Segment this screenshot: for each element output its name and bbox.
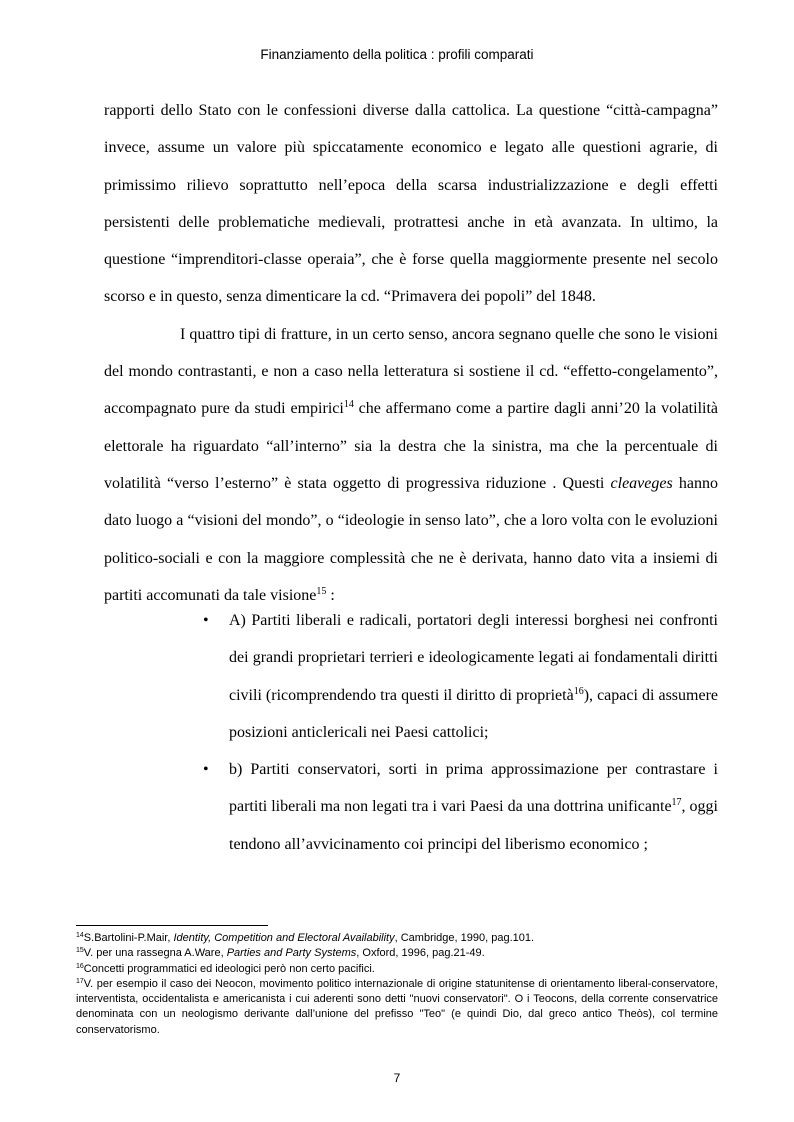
footnote-ref-14: 14 [343,399,354,411]
list-item-a-text-1: A) Partiti liberali e radicali, portatori degli interessi borghesi nei confronti dei grandi proprietari terrieri e ideologicamente legati ai fondamentali diritti civili (ricomprendendo tra questi il diritto di proprietà [229,612,718,704]
bullet-icon: • [203,612,209,629]
list-item-a-text-2: ), capaci di assumere posizioni anticlericali nei Paesi cattolici; [229,686,719,741]
footnote-15-text-a: V. per una rassegna A.Ware, [83,947,227,960]
footnote-17 [76,977,718,1038]
footnote-17-number: 17 [76,977,84,985]
footnote-ref-17: 17 [671,797,682,809]
body-text [104,92,718,614]
footnote-14-text-a: S.Bartolini-P.Mair, [83,932,174,944]
footnote-divider [76,925,268,926]
footnote-16-text: Concetti programmatici ed ideologici però non certo pacifici. [83,962,375,975]
paragraph-2-italic: cleaveges [610,474,673,492]
footnote-15-text-b: , Oxford, 1996, pag.21-49. [356,947,485,960]
paragraph-2-text-b: che affermano come a partire dagli anni’20 la volatilità elettorale ha riguardato “all’interno” sia la destra che la sinistra, ma che la percentuale di volatilità “verso l’esterno” è stata oggetto di progressiva riduzione . Questi [104,400,719,492]
footnote-ref-15: 15 [316,585,327,597]
party-list [203,602,718,863]
paragraph-2-text-c: hanno dato luogo a “visioni del mondo”, o “ideologie in senso lato”, che a loro volta con le evoluzioni politico-sociali e con la maggiore complessità che ne è derivata, hanno dato vita a insiemi di partiti accomunati da tale visione [104,474,718,604]
list-item-a [203,602,718,751]
paragraph-1: rapporti dello Stato con le confessioni diverse dalla cattolica. La questione “città-campagna” invece, assume un valore più spiccatamente economico e legato alle questioni agrarie, di primissimo rilievo soprattutto nell’epoca della scarsa industrializzazione e degli effetti persistenti delle problematiche medievali, protrattesi anche in età avanzata. In ultimo, la questione “imprenditori-classe operaia”, che è forse quella maggiormente presente nel secolo scorso e in questo, senza dimenticare la cd. “Primavera dei popoli” del 1848. [104,102,718,306]
footnote-15-italic: Parties and Party Systems [226,947,357,960]
footnote-14 [76,931,718,946]
footnote-16 [76,962,718,977]
footnote-14-number: 14 [76,932,84,939]
list-item-b-text-2: , oggi tendono all’avvicinamento coi principi del liberismo economico ; [229,798,718,853]
paragraph-2-text-d: : [326,586,335,604]
footnote-ref-16: 16 [573,685,584,697]
footnote-14-italic: Identity, Competition and Electoral Availability [173,932,395,944]
paragraph-2 [104,316,718,614]
page-header: Finanziamento della politica : profili comparati [260,47,534,62]
footnote-17-text: V. per esempio il caso dei Neocon, movimento politico internazionale di origine statunitense di orientamento liberal-conservatore, interventista, occidentalista e americanista i cui aderenti sono detti "nuovi conservatori". O i Teocons, della corrente conservatrice denominata con un neologismo derivante dall’unione del prefisso "Teo" (e quindi Dio, dal greco antico Theòs), col termine conservatorismo. [76,977,718,1036]
footnote-15 [76,946,718,961]
page-number: 7 [393,1071,401,1085]
footnote-16-number: 16 [76,962,84,970]
bullet-icon: • [203,761,209,779]
list-item-b-text-1: b) Partiti conservatori, sorti in prima approssimazione per contrastare i partiti liberali ma non legati tra i vari Paesi da una dottrina unificante [229,761,718,816]
paragraph-2-text-a: I quattro tipi di fratture, in un certo senso, ancora segnano quelle che sono le visioni del mondo contrastanti, e non a caso nella letteratura si sostiene il cd. “effetto-congelamento”, accompagnato pure da studi empirici [104,325,718,418]
footnotes [76,931,718,1038]
footnote-14-text-b: , Cambridge, 1990, pag.101. [394,932,535,944]
footnote-15-number: 15 [76,947,84,955]
list-item-b [203,751,718,863]
